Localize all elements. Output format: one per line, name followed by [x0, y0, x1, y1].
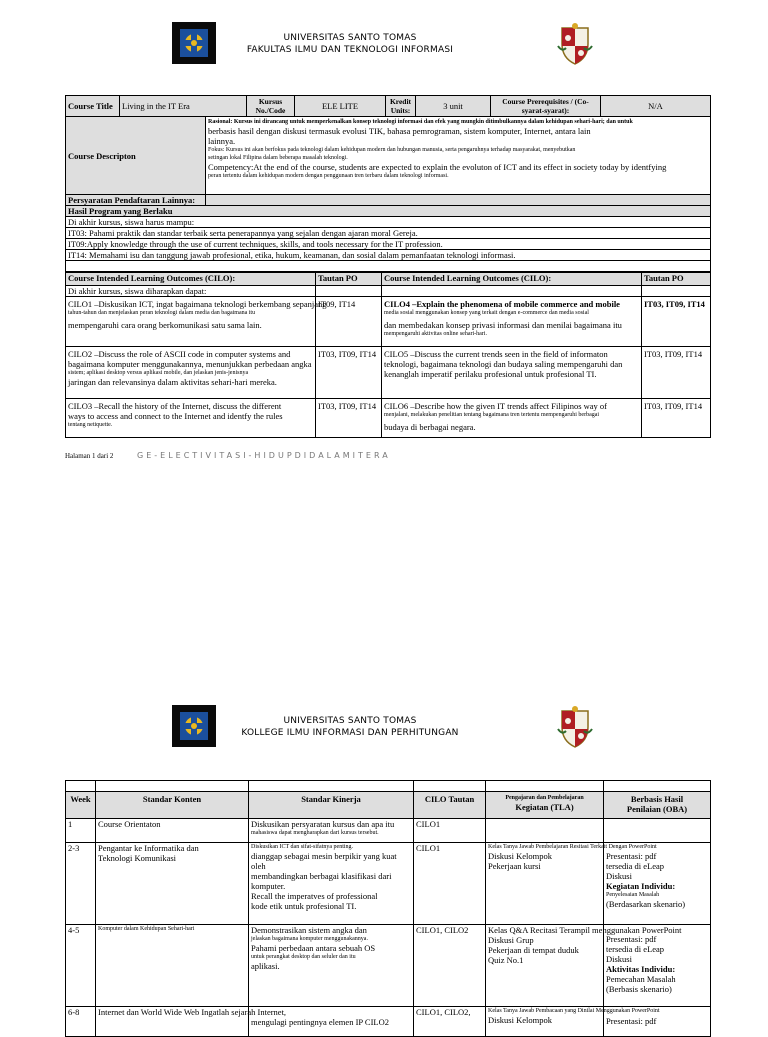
cilo4-line: mempengaruhi aktivitas online sehari-hari.	[384, 331, 487, 337]
cilo2-po: IT03, IT09, IT14	[316, 347, 382, 399]
cilo2-text	[66, 347, 316, 399]
prerequisites-label: Course Prerequisites / (Co-syarat-syarat):	[491, 96, 601, 117]
tla-header	[486, 792, 604, 819]
oba-header-line: Penilaian (OBA)	[626, 804, 688, 814]
document-tag: GE-ELECTIVITASI-HIDUPDIDALAMITERA	[137, 451, 391, 460]
cilo-row	[66, 297, 711, 347]
requirements-label: Persyaratan Pendaftaran Lainnya:	[66, 195, 206, 206]
performance-standard-header: Standar Kinerja	[249, 792, 414, 819]
cilo4-line: CILO4 –Explain the phenomena of mobile commerce and mobile	[384, 299, 620, 309]
content-line: Pengantar ke Informatika dan	[98, 843, 199, 853]
cilo-cell: CILO1	[414, 843, 486, 925]
program-outcome-it09: IT09:Apply knowledge through the use of current techniques, skills, and tools necessary for the IT profession.	[66, 239, 711, 250]
requirements-value	[206, 195, 711, 206]
cilo-intro-row	[66, 286, 711, 297]
week-cell: 1	[66, 819, 96, 843]
oba-line: Kegiatan Individu:	[606, 881, 676, 891]
cilo6-line: budaya di berbagai negara.	[384, 422, 476, 432]
cilo2-line: bagaimana komputer menggunakannya, menunjukkan perbedaan angka	[68, 359, 312, 369]
cilo3-line: tentang netiquette.	[68, 422, 113, 428]
performance-line: membandingkan berbagai klasifikasi dari	[251, 871, 392, 881]
performance-line: Recall the imperatves of professional	[251, 891, 378, 901]
schedule-row	[66, 843, 711, 925]
credit-units-value: 3 unit	[416, 96, 491, 117]
empty-cell	[642, 286, 711, 297]
empty-cell	[486, 781, 604, 792]
schedule-row	[66, 1007, 711, 1037]
empty-cell	[249, 781, 414, 792]
cilo4-line: media sosial menggunakan konsep yang terkait dengan e-commerce dan media sosial	[384, 310, 589, 316]
university-name: UNIVERSITAS SANTO TOMAS	[283, 716, 417, 726]
program-outcomes-heading-row	[66, 206, 711, 217]
university-name: UNIVERSITAS SANTO TOMAS	[283, 33, 417, 43]
content-cell	[96, 843, 249, 925]
program-outcome-it14: IT14: Memahami isu dan tanggung jawab profesional, etika, hukum, keamanan, dan sosial dalam pemanfaatan teknologi informasi.	[66, 250, 711, 261]
cilo2-line: sistem; aplikasi desktop versus aplikasi mobile, dan jelaskan jenis-jenisnya	[68, 370, 249, 376]
faculty-logo-icon	[172, 705, 216, 747]
cilo1-po: IT09, IT14	[316, 297, 382, 347]
oba-line: Penyelesaian Masalah	[606, 892, 660, 898]
cilo-row	[66, 347, 711, 399]
program-outcomes-intro-row	[66, 217, 711, 228]
cilo1-line: CILO1 –Diskusikan ICT, ingat bagaimana teknologi berkembang sepanjang	[68, 299, 327, 309]
cilo2-line: jaringan dan relevansinya dalam aktivitas sehari-hari mereka.	[68, 377, 277, 387]
course-description-row	[66, 117, 711, 195]
schedule-table	[65, 780, 711, 1037]
course-description-label: Course Descripton	[66, 117, 206, 195]
page-header	[0, 683, 768, 743]
description-line: peran tertentu dalam kehidupan modern dengan penggunaan tren terbaru dalam teknologi informasi.	[208, 173, 449, 179]
cilo-table	[65, 272, 711, 438]
faculty-name: FAKULTAS ILMU DAN TEKNOLOGI INFORMASI	[246, 45, 454, 55]
performance-cell	[249, 925, 414, 1007]
cilo1-line: mempengaruhi cara orang berkomunikasi satu sama lain.	[68, 320, 262, 330]
course-title-value: Living in the IT Era	[120, 96, 247, 117]
cilo1-line: tahun-tahun dan menjelaskan peran teknologi dalam media dan bagaimana itu	[68, 310, 256, 316]
page-2	[0, 683, 768, 1027]
tla-line: Kelas Tanya Jawab Pembelajaran Resitasi Terkait Dengan PowerPoint	[488, 844, 657, 850]
cilo3-po: IT03, IT09, IT14	[316, 399, 382, 438]
tla-line: Pekerjaan di tempat duduk	[488, 945, 579, 955]
prerequisites-value: N/A	[601, 96, 711, 117]
week-cell: 6-8	[66, 1007, 96, 1037]
cilo5-line: teknologi, bagaimana teknologi dan budaya saling mempengaruhi dan	[384, 359, 623, 369]
university-seal-icon	[556, 22, 594, 66]
program-outcome-row	[66, 228, 711, 239]
tla-line: Quiz No.1	[488, 955, 524, 965]
content-cell: Course Orientaton	[96, 819, 249, 843]
cilo2-line: CILO2 –Discuss the role of ASCII code in computer systems and	[68, 349, 291, 359]
oba-line: Presentasi: pdf	[606, 934, 657, 944]
performance-line: Diskusikan ICT dan sifat-sifatnya penting.	[251, 844, 354, 850]
competency-line: Competency:At the end of the course, students are expected to explain the evoluton of ICT and its effect in society today by identfying	[208, 162, 667, 172]
credit-units-label: Kredit Units:	[386, 96, 416, 117]
schedule-row	[66, 819, 711, 843]
oba-line: tersedia di eLeap	[606, 861, 665, 871]
performance-line: kode etik untuk profesional TI.	[251, 901, 357, 911]
spacer-cell	[66, 261, 711, 272]
schedule-header-row	[66, 792, 711, 819]
course-description-table	[65, 116, 711, 195]
university-heading	[230, 32, 470, 56]
page-header	[0, 0, 768, 60]
performance-line: Demonstrasikan sistem angka dan	[251, 925, 367, 935]
cilo-heading-left: Course Intended Learning Outcomes (CILO):	[66, 273, 316, 286]
cilo5-line: kenanglah imperatif perilaku profesional untuk profesional TI.	[384, 369, 597, 379]
oba-line: Presentasi: pdf	[606, 851, 657, 861]
rationale-line: Rasional: Kursus ini dirancang untuk memperkenalkan konsep teknologi informasi dan efek yang mungkin ditimbulkannya dalam kehidupan sehari-hari; dan untuk	[208, 119, 633, 125]
page-1	[0, 0, 768, 460]
performance-line: jelaskan bagaimana komputer menggunakannya.	[251, 936, 368, 942]
empty-cell	[96, 781, 249, 792]
tla-line: Pekerjaan kursi	[488, 861, 541, 871]
cilo3-text	[66, 399, 316, 438]
tla-line: Diskusi Kelompok	[488, 851, 552, 861]
cilo5-text	[382, 347, 642, 399]
description-line: setingan lokal Filipina dalam beberapa masalah teknologi.	[208, 155, 348, 161]
program-outcome-it03: IT03: Pahami praktik dan standar terbaik serta penerapannya yang sejalan dengan ajaran moral Gereja.	[66, 228, 711, 239]
performance-cell	[249, 843, 414, 925]
tla-header-line: Pengajaran dan Pembelajaran	[505, 795, 584, 801]
oba-line: Pemecahan Masalah	[606, 974, 676, 984]
oba-line: (Berdasarkan skenario)	[606, 899, 686, 909]
tla-line: Diskusi Kelompok	[488, 1015, 552, 1025]
performance-line: Diskusikan persyaratan kursus dan apa itu	[251, 819, 395, 829]
week-cell: 2-3	[66, 843, 96, 925]
requirements-row	[66, 195, 711, 206]
cilo5-line: CILO5 –Discuss the current trends seen in the field of informaton	[384, 349, 608, 359]
cilo6-text	[382, 399, 642, 438]
university-heading	[230, 715, 470, 739]
tla-line: Kelas Q&A Recitasi Terampil menggunakan PowerPoint	[488, 925, 682, 935]
oba-cell	[604, 819, 711, 843]
oba-line: tersedia di eLeap	[606, 944, 665, 954]
cilo-intro: Di akhir kursus, siswa diharapkan dapat:	[66, 286, 316, 297]
cilo3-line: ways to access and connect to the Internet and identfy the rules	[68, 411, 283, 421]
college-name: KOLLEGE ILMU INFORMASI DAN PERHITUNGAN	[241, 728, 459, 738]
oba-line: Diskusi	[606, 871, 632, 881]
content-cell: Internet dan World Wide Web Ingatlah sejarah Internet,	[96, 1007, 249, 1037]
program-outcomes-intro: Di akhir kursus, siswa harus mampu:	[66, 217, 711, 228]
empty-cell	[316, 286, 382, 297]
tla-header-line: Kegiatan (TLA)	[515, 802, 574, 812]
page-number: Halaman 1 dari 2	[65, 452, 114, 460]
oba-header-line: Berbasis Hasil	[630, 794, 684, 804]
course-title-label: Course Title	[66, 96, 120, 117]
course-code-value: ELE LITE	[295, 96, 386, 117]
cilo4-line: dan membedakan konsep privasi informasi dan menilai bagaimana itu	[384, 320, 622, 330]
po-heading-right: Tautan PO	[642, 273, 711, 286]
cilo-cell: CILO1, CILO2,	[414, 1007, 486, 1037]
po-heading-left: Tautan PO	[316, 273, 382, 286]
cilo-cell: CILO1, CILO2	[414, 925, 486, 1007]
blank-header-row	[66, 781, 711, 792]
program-outcome-row	[66, 250, 711, 261]
empty-cell	[604, 781, 711, 792]
oba-line: Aktivitas Individu:	[606, 964, 676, 974]
performance-line: dianggap sebagai mesin berpikir yang kuat oleh	[251, 851, 397, 871]
schedule-row	[66, 925, 711, 1007]
oba-line: Diskusi	[606, 954, 632, 964]
course-description-text	[206, 117, 711, 195]
content-line: Teknologi Komunikasi	[98, 853, 177, 863]
cilo-link-header: CILO Tautan	[414, 792, 486, 819]
course-code-label: Kursus No./Code	[247, 96, 295, 117]
description-line: lainnya.	[208, 136, 236, 146]
oba-cell	[604, 925, 711, 1007]
empty-cell	[66, 781, 96, 792]
spacer-row	[66, 261, 711, 272]
oba-cell: Presentasi: pdf	[604, 1007, 711, 1037]
performance-line: aplikasi.	[251, 961, 280, 971]
performance-line: Pahami perbedaan antara sebuah OS	[251, 943, 376, 953]
cilo1-text	[66, 297, 327, 347]
performance-line: mahasiswa dapat mengharapkan dari kursus tersebut.	[251, 830, 379, 836]
oba-line: (Berbasis skenario)	[606, 984, 672, 994]
empty-cell	[414, 781, 486, 792]
cilo-heading-row	[66, 273, 711, 286]
oba-cell	[604, 843, 711, 925]
faculty-logo-icon	[172, 22, 216, 64]
performance-line: komputer.	[251, 881, 286, 891]
university-seal-icon	[556, 705, 594, 749]
content-standard-header: Standar Konten	[96, 792, 249, 819]
program-outcomes-table	[65, 194, 711, 272]
performance-line: untuk perangkat desktop dan seluler dan itu	[251, 954, 356, 960]
tla-line: Kelas Tanya Jawab Pembacaan yang Dinilai Menggunakan PowerPoint	[488, 1008, 660, 1014]
week-cell: 4-5	[66, 925, 96, 1007]
cilo-heading-right: Course Intended Learning Outcomes (CILO):	[382, 273, 642, 286]
week-header: Week	[66, 792, 96, 819]
cilo6-line: CILO6 –Describe how the given IT trends affect Filipinos way of	[384, 401, 607, 411]
course-info-table	[65, 95, 711, 117]
content-cell: Komputer dalam Kehidupan Sehari-hari	[96, 925, 249, 1007]
performance-cell	[249, 819, 414, 843]
description-line: berbasis hasil dengan diskusi termasuk evolusi TIK, bahasa pemrograman, sistem komputer, Internet, antara lain	[208, 126, 591, 136]
focus-line: Fokus: Kursus ini akan berfokus pada teknologi dalam kehidupan modern dan hubungan manusia, serta pengaruhnya terhadap masyarakat, menyebutkan	[208, 147, 576, 153]
cilo6-line: menjalani, melakukan penelitian tentang bagaimana tren tertentu mempengaruhi berbagai	[384, 412, 600, 418]
cilo5-po: IT03, IT09, IT14	[642, 347, 711, 399]
course-title-row	[66, 96, 711, 117]
cilo3-line: CILO3 –Recall the history of the Internet, discuss the different	[68, 401, 282, 411]
empty-cell	[382, 286, 642, 297]
tla-line: Diskusi Grup	[488, 935, 534, 945]
oba-header	[604, 792, 711, 819]
program-outcomes-heading: Hasil Program yang Berlaku	[66, 206, 711, 217]
program-outcome-row	[66, 239, 711, 250]
cilo-cell: CILO1	[414, 819, 486, 843]
tla-cell	[486, 819, 604, 843]
cilo4-po: IT03, IT09, IT14	[642, 297, 711, 347]
cilo-row	[66, 399, 711, 438]
performance-line: mengulagi pentingnya elemen IP CILO2	[251, 1017, 390, 1027]
cilo4-text	[382, 297, 642, 347]
cilo6-po: IT03, IT09, IT14	[642, 399, 711, 438]
